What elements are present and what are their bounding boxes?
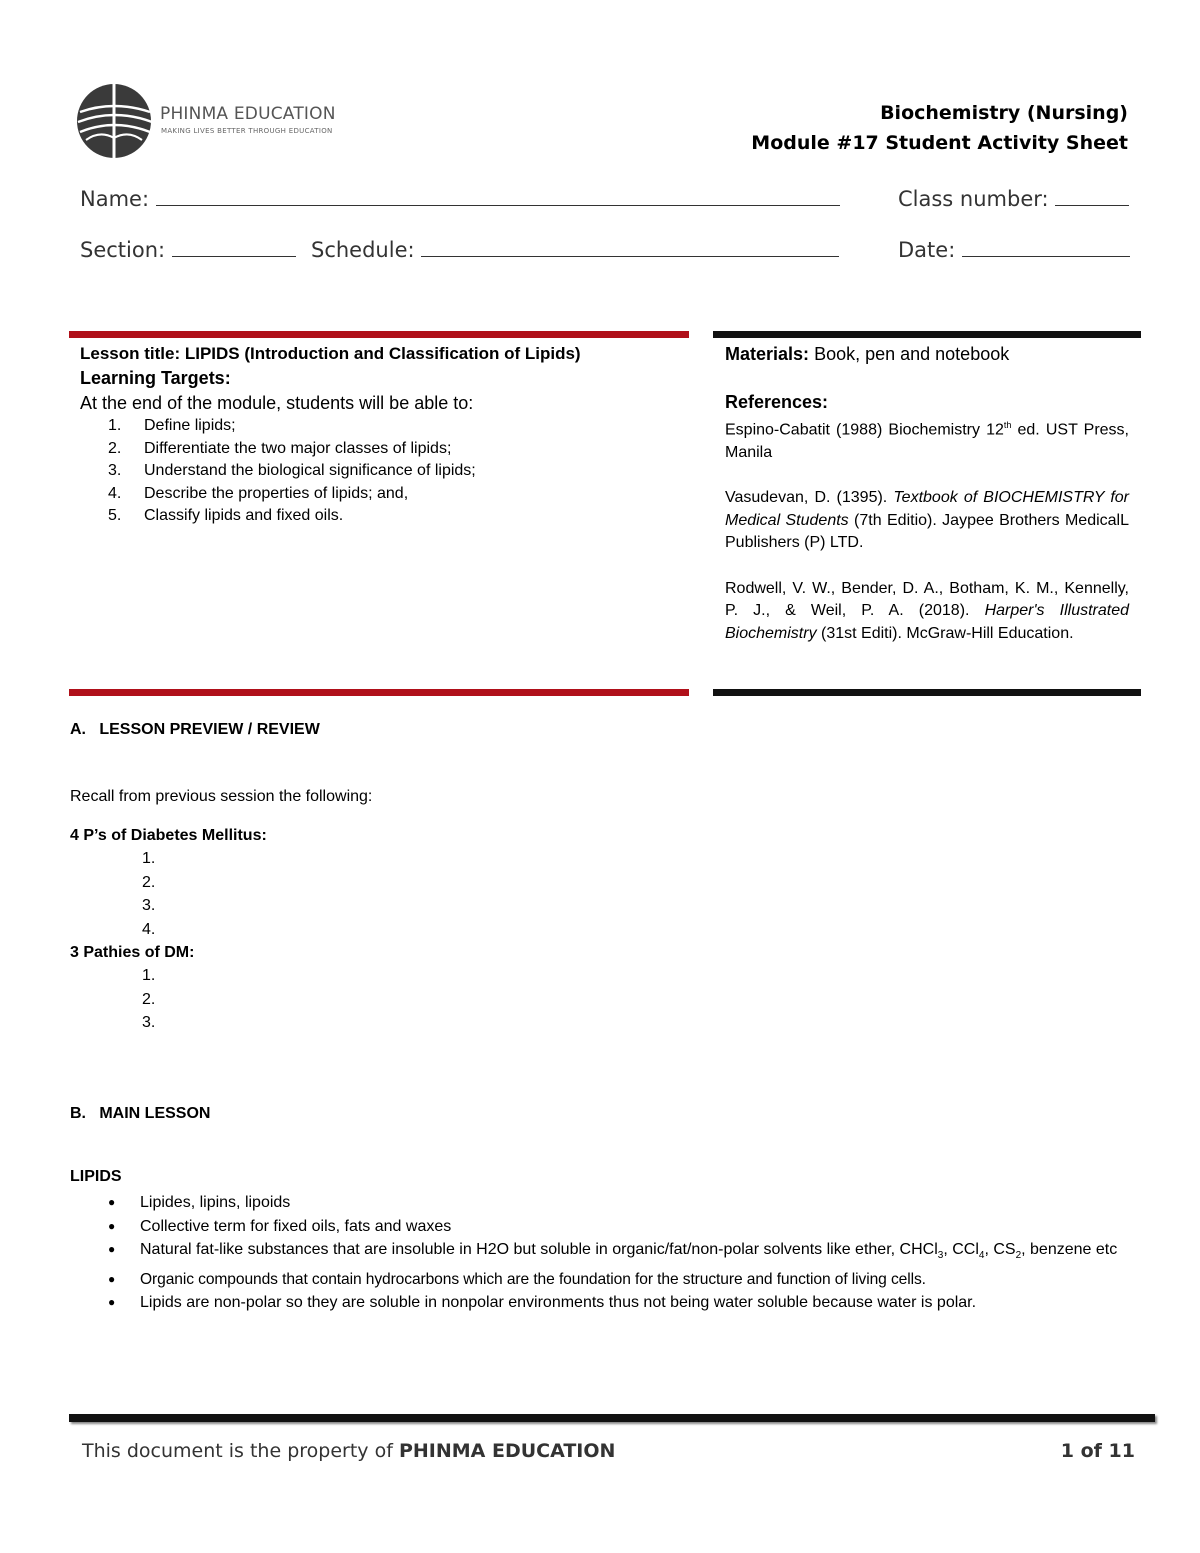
schedule-field [311, 236, 839, 262]
lesson-box [80, 342, 680, 528]
recall-text: Recall from previous session the following: [70, 788, 373, 805]
section-b-heading: B. MAIN LESSON [70, 1105, 211, 1122]
date-field [898, 236, 1130, 262]
list-item: 3. [142, 897, 156, 914]
page-number: 1 of 11 [1060, 1440, 1135, 1462]
list-item: ● Collective term for fixed oils, fats and waxes [70, 1215, 1130, 1239]
logo-name: PHINMA EDUCATION [160, 104, 336, 124]
list-item: 3. Understand the biological significance of lipids; [108, 462, 476, 479]
learning-targets-intro: At the end of the module, students will be able to: [80, 393, 474, 413]
materials-box [725, 342, 1131, 645]
lesson-box-top-bar [69, 331, 689, 338]
logo [74, 82, 354, 162]
materials-box-top-bar [713, 331, 1141, 338]
references-label: References: [725, 392, 829, 412]
reference-2: Vasudevan, D. (1395). Textbook of BIOCHEMISTRY for Medical Students (7th Editio). Jaypee Brothers MedicalL Publishers (P) LTD. [725, 489, 1130, 552]
course-title: Biochemistry (Nursing) [880, 102, 1128, 124]
list-item: ● Lipids are non-polar so they are soluble in nonpolar environments thus not being water soluble because water is polar. [70, 1291, 1130, 1315]
list-item: 2. [142, 873, 156, 891]
list-item: ● Organic compounds that contain hydrocarbons which are the foundation for the structure and function of living cells. [70, 1268, 1130, 1292]
schedule-blank[interactable] [421, 236, 839, 257]
materials-text: Book, pen and notebook [814, 344, 1010, 364]
list-item: 1. [142, 850, 156, 867]
group2-title: 3 Pathies of DM: [70, 944, 195, 961]
list-item: 1. Define lipids; [108, 417, 236, 434]
materials-line [725, 342, 1131, 366]
list-item: 2. Differentiate the two major classes of lipids; [108, 439, 452, 457]
phinma-logo-icon [74, 82, 156, 160]
group2-list [70, 964, 267, 1035]
list-item: 1. [142, 967, 156, 984]
list-item: 4. Describe the properties of lipids; and, [108, 484, 409, 502]
group1-list [70, 847, 267, 941]
section-field [80, 236, 296, 262]
lipids-bullet-list [70, 1191, 1130, 1315]
schedule-label: Schedule: [311, 238, 415, 262]
section-blank[interactable] [172, 236, 296, 257]
section-label: Section: [80, 238, 166, 262]
date-blank[interactable] [962, 236, 1130, 257]
footer-property-text: This document is the property of [82, 1440, 399, 1462]
lipids-heading: LIPIDS [70, 1168, 122, 1185]
materials-label: Materials: [725, 344, 810, 364]
class-number-label: Class number: [898, 187, 1049, 211]
list-item: ● Natural fat-like substances that are insoluble in H2O but soluble in organic/fat/non-polar solvents like ether, CHCl$_3$, CCl$_4$, $CS_2$, benzene etc [70, 1238, 1130, 1268]
date-label: Date: [898, 238, 956, 262]
footer-owner: PHINMA EDUCATION [398, 1440, 616, 1462]
footer-bar [69, 1414, 1155, 1422]
class-number-blank[interactable] [1055, 185, 1129, 206]
name-blank[interactable] [156, 185, 840, 206]
footer-text [82, 1440, 615, 1462]
logo-tagline: MAKING LIVES BETTER THROUGH EDUCATION [161, 127, 333, 135]
name-label: Name: [80, 187, 150, 211]
list-item: 4. [142, 920, 156, 938]
list-item: ● Lipides, lipins, lipoids [70, 1191, 1130, 1215]
section-a-heading: A. LESSON PREVIEW / REVIEW [70, 721, 320, 738]
reference-3: Rodwell, V. W., Bender, D. A., Botham, K. M., Kennelly, P. J., & Weil, P. A. (2018). Harper's Illustrated Biochemistry (31st Editi). McGraw-Hill Education. [725, 579, 1130, 642]
reference-1: Espino-Cabatit (1988) Biochemistry 12th ed. UST Press, Manila [725, 420, 1129, 461]
learning-targets-list [74, 415, 680, 528]
list-item: 3. [142, 1014, 156, 1031]
section-a-groups [70, 824, 267, 1035]
name-field [80, 185, 840, 211]
lesson-box-bottom-bar [69, 689, 689, 696]
list-item: 2. [142, 990, 156, 1008]
materials-box-bottom-bar [713, 689, 1141, 696]
module-title: Module #17 Student Activity Sheet [751, 132, 1128, 154]
list-item: 5. Classify lipids and fixed oils. [108, 507, 344, 524]
learning-targets-label: Learning Targets: [80, 368, 231, 388]
lesson-title-label: Lesson title: [80, 344, 181, 363]
lesson-title-text: LIPIDS (Introduction and Classification of Lipids) [184, 344, 581, 363]
group1-title: 4 P’s of Diabetes Mellitus: [70, 827, 267, 844]
lesson-title [80, 342, 680, 366]
class-number-field [898, 185, 1129, 211]
